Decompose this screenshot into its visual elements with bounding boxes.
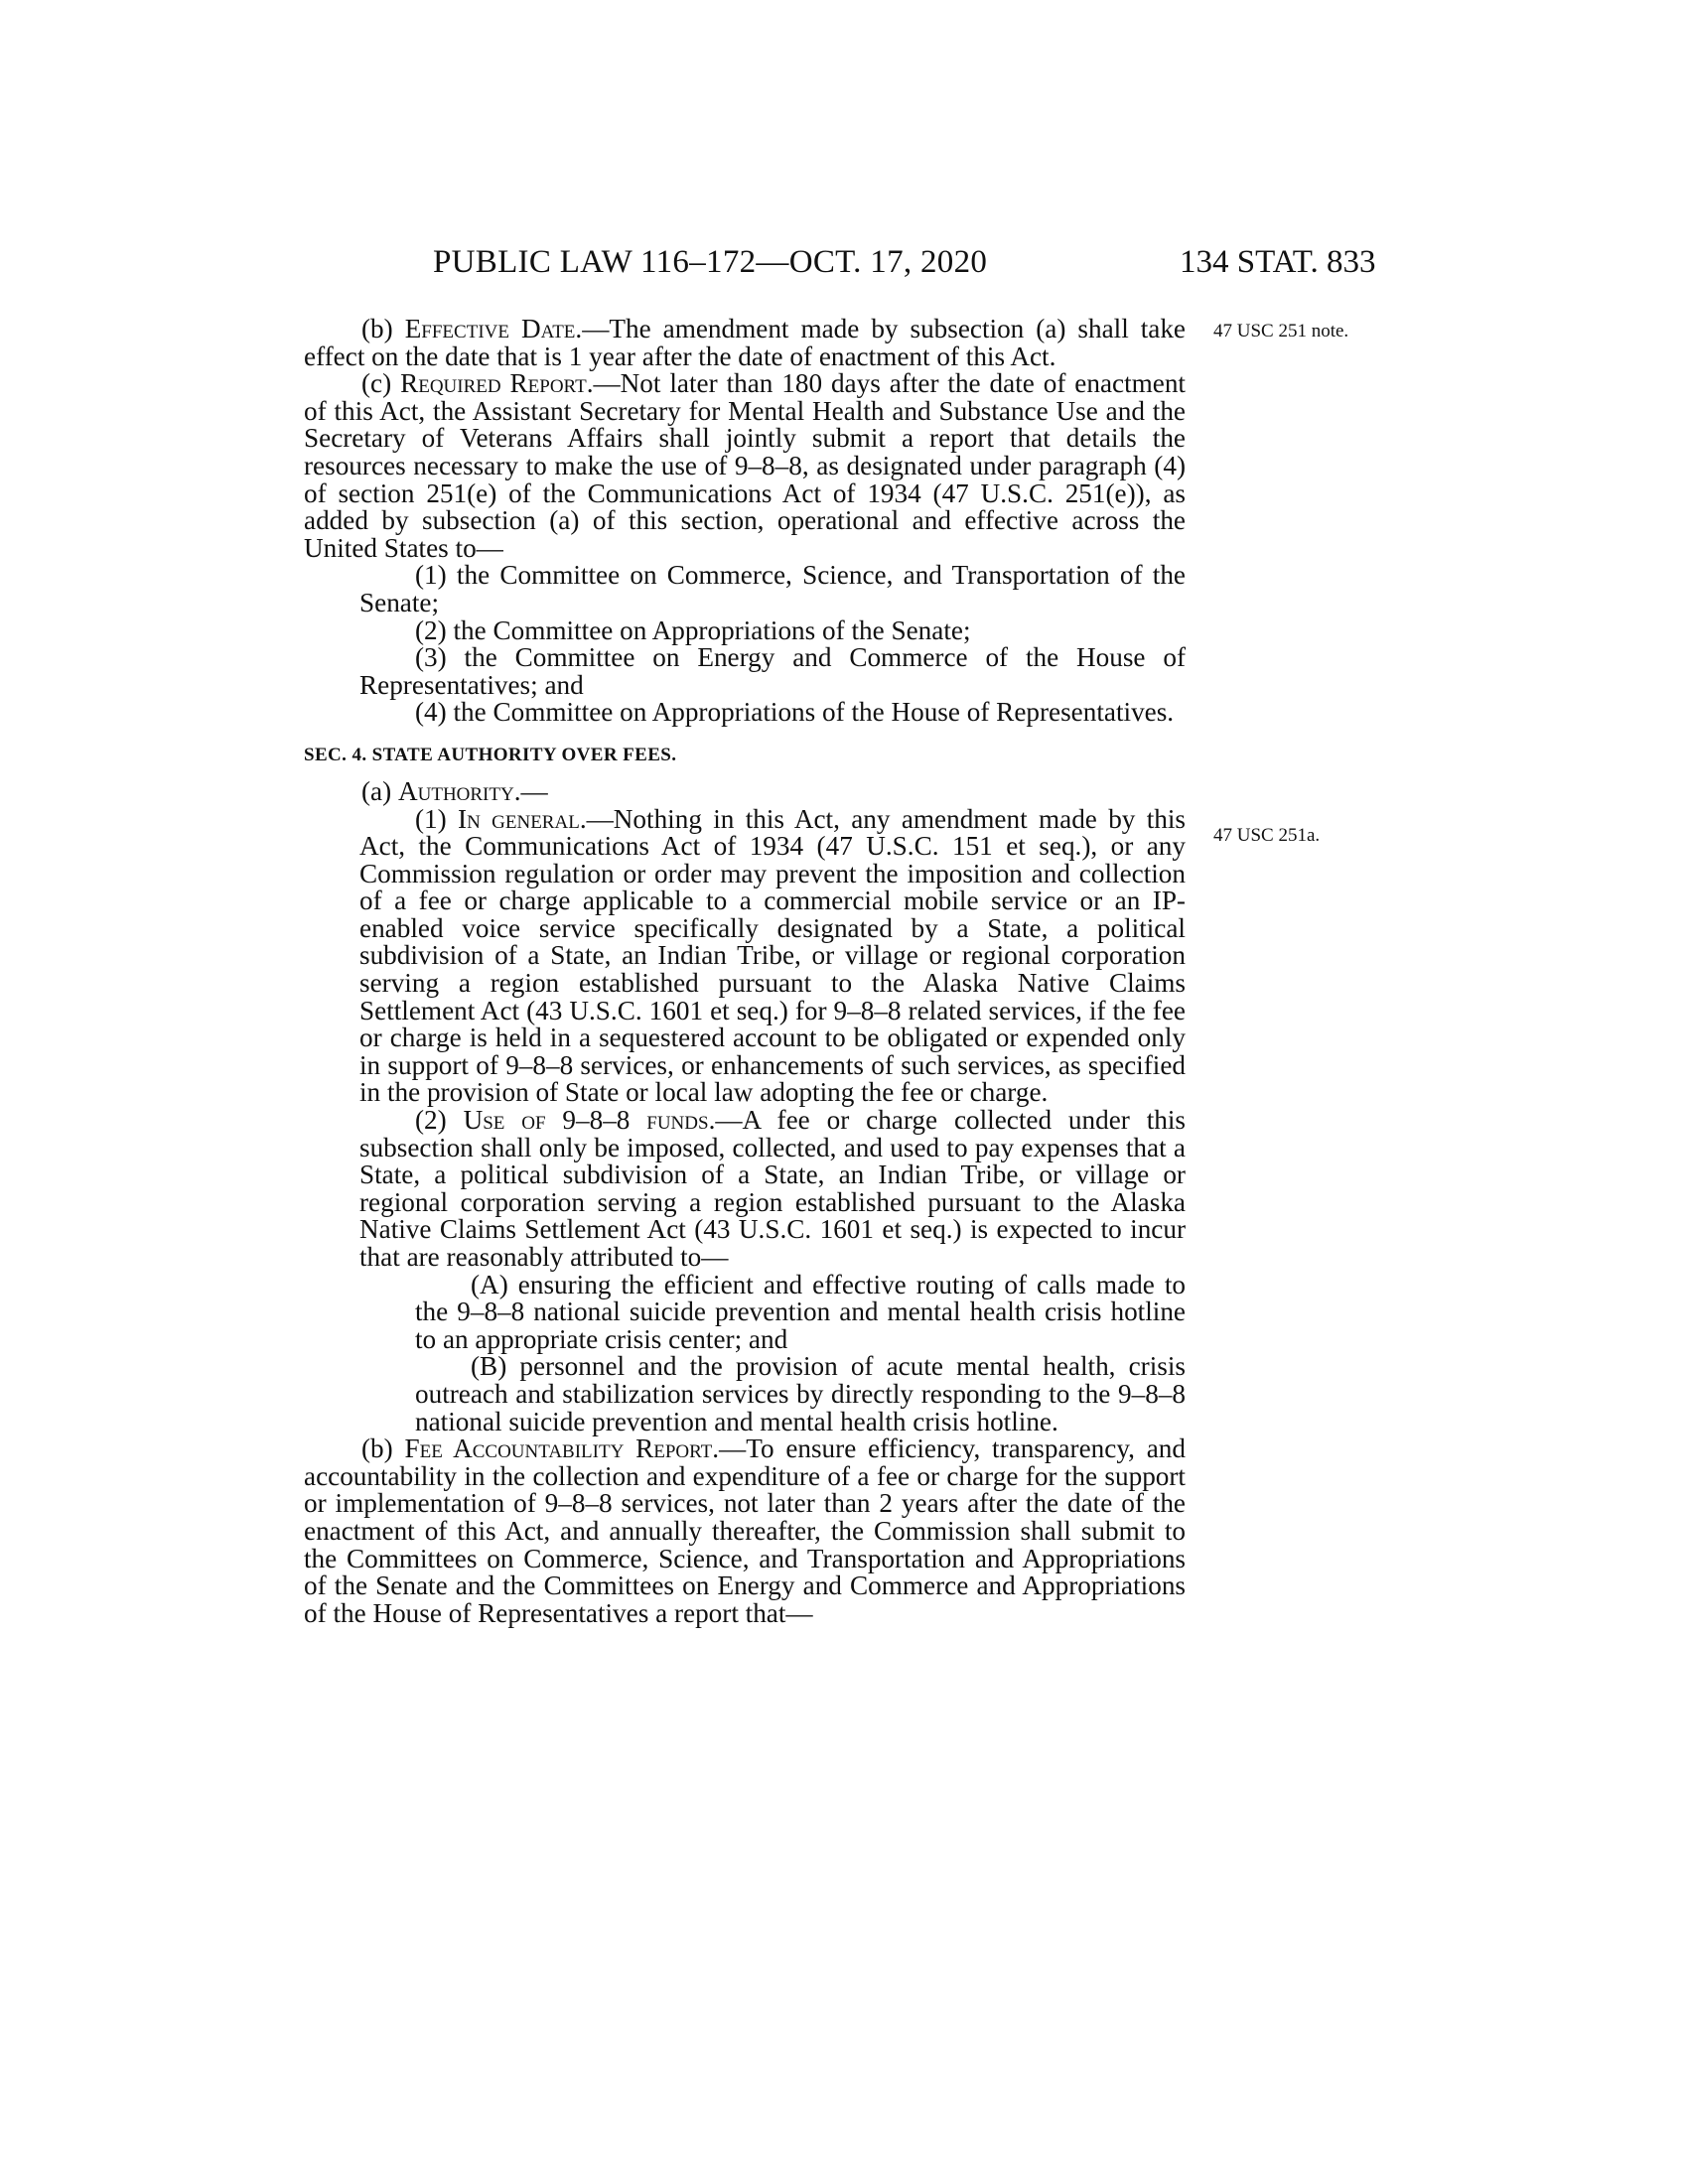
- subsection-heading: Authority: [397, 775, 514, 806]
- public-law-title: PUBLIC LAW 116–172—OCT. 17, 2020: [433, 244, 988, 280]
- subsection-text: .—The amendment made by subsection (a) shall take effect on the date that is 1 year after the date of enactment of this Act.: [304, 314, 1187, 371]
- list-item: (3) the Committee on Energy and Commerce of the House of Representatives; and: [359, 642, 1186, 700]
- subsection-text: .—: [513, 775, 548, 806]
- subsection-c-required-report: [304, 370, 1186, 562]
- paragraph-heading: In general: [458, 803, 580, 834]
- paragraph-heading: Use of 9–8–8 funds: [463, 1105, 709, 1136]
- margin-note-section-4: 47 USC 251a.: [1213, 825, 1321, 846]
- subsection-heading: Fee Accountability Report: [404, 1433, 713, 1464]
- list-item: (4) the Committee on Appropriations of the House of Representatives.: [415, 697, 1175, 728]
- document-body: [304, 316, 1186, 1627]
- subsection-a-authority: [304, 775, 1186, 806]
- paragraph-text: .—Nothing in this Act, any amendment made by this Act, the Communications Act of 1934 (47 U.S.C. 151 et seq.), or any Commission regulation or order may prevent the imposition and collection of a fee or charge applicable to a commercial mobile service or an IP-enabled voice service specifically designated by a State, a political subdivision of a State, an Indian Tribe, or village or regional corporation serving a region established pursuant to the Alaska Native Claims Settlement Act (43 U.S.C. 1601 et seq.) for 9–8–8 related services, if the fee or charge is held in a sequestered account to be obligated or expended only in support of 9–8–8 services, or enhancements of such services, as specified in the provision of State or local law adopting the fee or charge.: [359, 803, 1186, 1108]
- page-header: [0, 244, 1688, 284]
- section-4-heading: SEC. 4. STATE AUTHORITY OVER FEES.: [304, 744, 677, 765]
- list-item: (1) the Committee on Commerce, Science, and Transportation of the Senate;: [359, 560, 1186, 617]
- subsection-text: .—To ensure efficiency, transparency, and accountability in the collection and expenditure of a fee or charge for the support or implementation of 9–8–8 services, not later than 2 years after the date of the enactment of this Act, and annually thereafter, the Commission shall submit to the Committees on Commerce, Science, and Transportation and Appropriations of the Senate and the Committees on Energy and Commerce and Appropriations of the House of Representatives a report that—: [304, 1433, 1186, 1628]
- subsection-b-effective-date: [304, 316, 1186, 370]
- paragraph-label: (1): [415, 803, 459, 834]
- subsection-b-fee-accountability-report: [304, 1435, 1186, 1627]
- subsection-heading: Effective Date: [404, 314, 576, 343]
- paragraph-1-in-general: [359, 803, 1186, 1108]
- paragraph-text: .—A fee or charge collected under this subsection shall only be imposed, collected, and used to pay expenses that a State, a political subdivision of a State, an Indian Tribe, or village or regional corporation serving a region established pursuant to the Alaska Native Claims Settlement Act (43 U.S.C. 1601 et seq.) is expected to incur that are reasonably attributed to—: [359, 1105, 1186, 1272]
- paragraph-label: (2): [415, 1105, 464, 1136]
- subsection-text: .—Not later than 180 days after the date of enactment of this Act, the Assistant Secretary for Mental Health and Substance Use and the Secretary of Veterans Affairs shall jointly submit a report that details the resources necessary to make the use of 9–8–8, as designated under paragraph (4) of section 251(e) of the Communications Act of 1934 (47 U.S.C. 251(e)), as added by subsection (a) of this section, operational and effective across the United States to—: [304, 368, 1186, 563]
- subsection-heading: Required Report: [400, 368, 587, 399]
- subsection-label: (a): [361, 775, 398, 806]
- list-item: (A) ensuring the efficient and effective routing of calls made to the 9–8–8 national suicide prevention and mental health crisis hotline to an appropriate crisis center; and: [415, 1269, 1186, 1354]
- subsection-label: (b): [361, 314, 405, 343]
- paragraph-2-use-of-funds: [359, 1107, 1186, 1272]
- list-item: (2) the Committee on Appropriations of the Senate;: [415, 614, 971, 645]
- subsection-label: (c): [361, 368, 401, 399]
- list-item: (B) personnel and the provision of acute mental health, crisis outreach and stabilization services by directly responding to the 9–8–8 national suicide prevention and mental health crisis hotline.: [415, 1351, 1186, 1436]
- margin-note-effective-date: 47 USC 251 note.: [1213, 321, 1349, 341]
- statute-page-number: 134 STAT. 833: [1180, 244, 1376, 280]
- subsection-label: (b): [361, 1433, 405, 1464]
